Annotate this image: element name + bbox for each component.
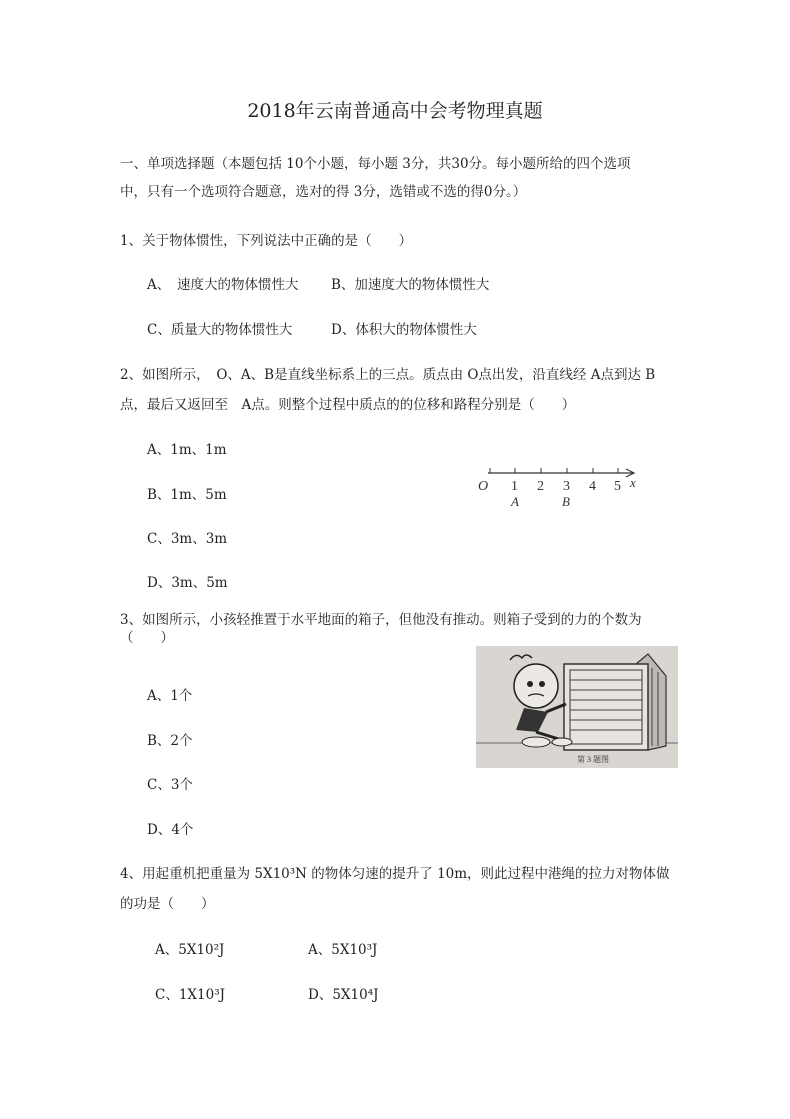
tick-label-1: 1 <box>511 479 518 494</box>
question-3-option-d: D、4个 <box>147 822 194 838</box>
point-label-a: A <box>511 494 519 509</box>
question-1-stem: 1、关于物体惯性，下列说法中正确的是（ ） <box>120 233 413 249</box>
question-3-option-b: B、2个 <box>147 733 193 749</box>
question-4-option-a: A、5X10²J <box>155 942 225 958</box>
question-3-option-a: A、1个 <box>147 688 193 704</box>
point-label-b: B <box>562 494 570 509</box>
question-1-option-c: C、质量大的物体惯性大 <box>147 322 293 338</box>
question-2-option-d: D、3m、5m <box>147 575 228 591</box>
question-2-option-b: B、1m、5m <box>147 487 227 503</box>
question-2-option-a: A、1m、1m <box>147 442 227 458</box>
section-instructions-line2: 中，只有一个选项符合题意，选对的得 3分，选错或不选的得0分。） <box>120 184 527 200</box>
box-image <box>564 654 666 750</box>
axis-label-x: x <box>630 475 636 490</box>
question-4-option-d: D、5X10⁴J <box>308 987 379 1003</box>
question-2-stem-line1: 2、如图所示， O、A、B是直线坐标系上的三点。质点由 O点出发，沿直线经 A点到达 B <box>120 367 656 383</box>
child-pushing-box-figure <box>476 646 678 768</box>
question-1-option-d: D、体积大的物体惯性大 <box>331 322 477 338</box>
question-3-stem-line1: 3、如图所示，小孩轻推置于水平地面的箱子，但他没有推动。则箱子受到的力的个数为 <box>120 612 642 628</box>
question-4-stem-line2: 的功是（ ） <box>120 896 215 912</box>
question-4-option-b: A、5X10³J <box>308 942 378 958</box>
question-3-stem-line2: （ ） <box>120 630 174 646</box>
question-4-stem-line1: 4、用起重机把重量为 5X10³N 的物体匀速的提升了 10m，则此过程中港绳的拉力对物体做 <box>120 866 670 882</box>
section-instructions-line1: 一、单项选择题（本题包括 10个小题，每小题 3分，共30分。每小题所给的四个选项 <box>120 156 631 172</box>
tick-label-3: 3 <box>563 479 570 494</box>
figure-caption: 第 3 题图 <box>577 755 609 764</box>
question-1-option-a: A、 速度大的物体惯性大 <box>147 277 299 293</box>
tick-label-2: 2 <box>537 479 544 494</box>
origin-label: O <box>478 479 489 494</box>
tick-label-5: 5 <box>614 479 621 494</box>
question-3-option-c: C、3个 <box>147 777 193 793</box>
tick-label-4: 4 <box>589 479 596 494</box>
question-2-stem-line2: 点，最后又返回至 A点。则整个过程中质点的的位移和路程分别是（ ） <box>120 397 576 413</box>
question-1-option-b: B、加速度大的物体惯性大 <box>331 277 490 293</box>
page-title: 2018年云南普通高中会考物理真题 <box>247 100 543 122</box>
number-line-figure <box>470 460 650 515</box>
question-2-option-c: C、3m、3m <box>147 531 228 547</box>
question-4-option-c: C、1X10³J <box>155 987 226 1003</box>
